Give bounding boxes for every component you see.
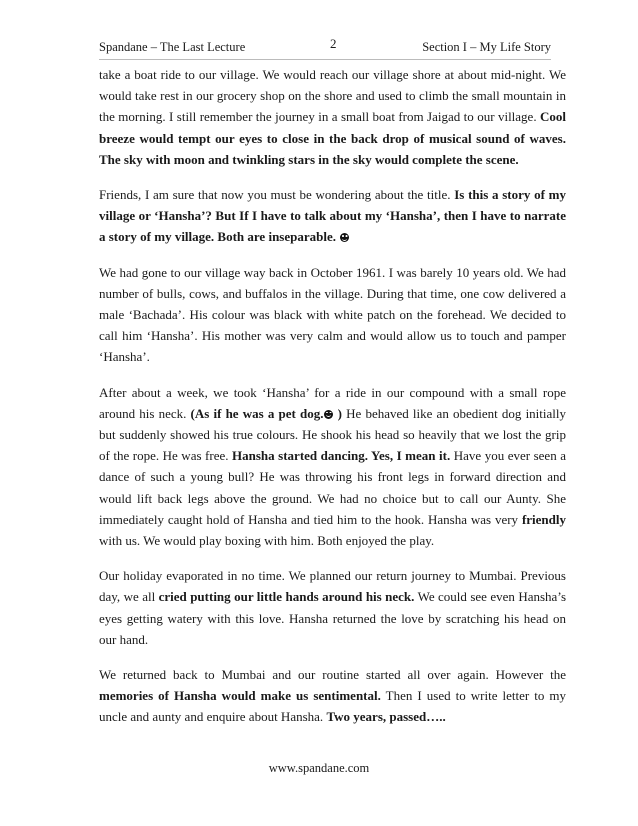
text-run: After about a week, we took ‘Hansha’ for a ride in our compound with a small rope around his neck. xyxy=(99,384,566,421)
bold-text: ) xyxy=(333,405,342,421)
header-rule xyxy=(99,59,551,60)
page-header xyxy=(99,36,551,56)
text-run: Then I used to write letter to my uncle and aunty and enquire about Hansha. xyxy=(99,688,566,725)
footer-url[interactable]: www.spandane.com xyxy=(268,761,370,775)
paragraph-1 xyxy=(99,64,566,170)
paragraph-2 xyxy=(99,184,566,248)
bold-text: Hansha started dancing. Yes, I mean it. xyxy=(232,448,451,464)
text-run: with us. We would play boxing with him. Both enjoyed the play. xyxy=(99,533,435,549)
bold-text: Is this a story of my village or ‘Hansha’? But If I have to talk about my ‘Hansha’, then I have to narrate a story of my village. Both are inseparable. xyxy=(99,187,566,245)
text-run: We returned back to Mumbai and our routine started all over again. However the xyxy=(99,667,566,683)
paragraph-5 xyxy=(99,565,566,650)
text-run: Friends, I am sure that now you must be wondering about the title. xyxy=(99,187,455,203)
text-run: We had gone to our village way back in October 1961. I was barely 10 years old. We had number of bulls, cows, and buffalos in the village. During that time, one cow delivered a male ‘Bachada’. His colour was black with white patch on the forehead. We decided to call him ‘Hansha’. His mother was very calm and would allow us to touch and pamper ‘Hansha’. xyxy=(99,264,566,365)
bold-text: Cool breeze would tempt our eyes to close in the back drop of musical sound of waves. The sky with moon and twinkling stars in the sky would complete the scene. xyxy=(99,109,566,167)
header-title: Spandane – The Last Lecture xyxy=(99,40,246,54)
text-run: He behaved like an obedient dog initially but suddenly showed his true colours. He shook his head so heavily that we lost the grip of the rope. He was free. xyxy=(99,405,567,464)
bold-text: (As if he was a pet dog. xyxy=(190,405,324,421)
page-number: 2 xyxy=(330,36,337,51)
bold-text: Two years, passed….. xyxy=(326,709,446,725)
paragraph-3 xyxy=(99,262,566,368)
bold-text: cried putting our little hands around his neck. xyxy=(158,589,415,605)
document-body xyxy=(99,64,566,742)
paragraph-4 xyxy=(99,382,566,552)
text-run: We could see even Hansha’s eyes getting watery with this love. Hansha returned the love by scratching his head on our hand. xyxy=(99,589,567,647)
text-run: take a boat ride to our village. We would reach our village shore at about mid-night. We would take rest in our grocery shop on the shore and used to climb the small mountain in the morning. I still remember the journey in a small boat from Jaigad to our village. xyxy=(99,67,566,125)
bold-text: memories of Hansha would make us sentimental. xyxy=(99,688,381,704)
smiley-icon xyxy=(340,233,349,242)
header-section: Section I – My Life Story xyxy=(422,40,551,54)
text-run: Have you ever seen a dance of such a young bull? He was throwing his front legs in forward direction and would lift back legs above the ground. We had no choice but to call our Aunty. She immediately caught hold of Hansha and tied him to the hook. Hansha was very xyxy=(99,448,566,527)
paragraph-6 xyxy=(99,664,566,728)
bold-text: friendly xyxy=(521,511,566,527)
text-run: Our holiday evaporated in no time. We planned our return journey to Mumbai. Previous day, we all xyxy=(99,568,566,605)
page-footer xyxy=(0,761,638,776)
